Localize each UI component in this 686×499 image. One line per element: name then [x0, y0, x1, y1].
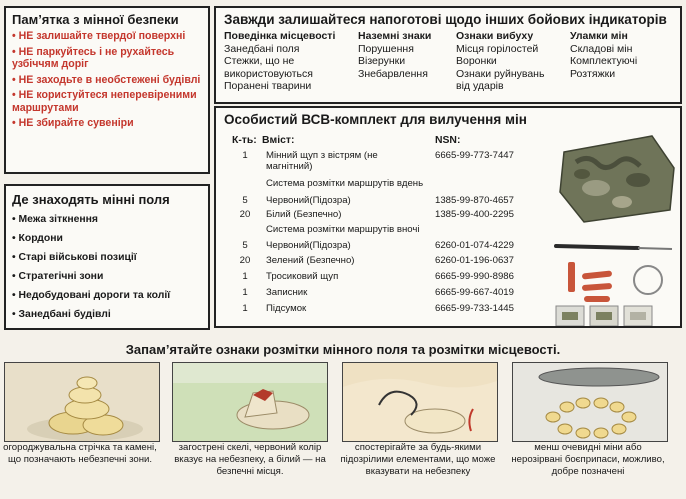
alert-title: Завжди залишайтеся напоготові щодо інших бойових індикаторів	[224, 12, 667, 27]
column-header: Ознаки вибуху	[456, 30, 534, 42]
kit-nsn: 6665-99-990-8986	[435, 271, 514, 282]
kit-qty: 20	[239, 209, 251, 220]
kit-desc: Червоний(Підозра)	[266, 240, 351, 251]
indicator-column	[570, 30, 662, 93]
kit-qty: 1	[242, 303, 248, 314]
column-line: Поранені тварини	[224, 80, 312, 92]
column-line: використовуються	[224, 67, 313, 80]
nsn-header: NSN:	[435, 135, 461, 146]
column-line: Занедбані поля	[224, 42, 300, 55]
kit-qty: 5	[242, 240, 248, 251]
column-line: Порушення	[358, 42, 414, 55]
caption-ordnance: менш очевидні міни або нерозірвані боєприпаси, можливо, добре позначені	[511, 442, 665, 477]
camo-pouch-image	[560, 136, 674, 222]
kit-nsn: 6665-99-733-1445	[435, 303, 514, 314]
indicator-column	[456, 30, 564, 93]
kit-qty: 20	[239, 255, 251, 266]
location-item: • Занедбані будівлі	[12, 308, 202, 321]
memo-item: • НЕ паркуйтесь і не рухайтесь узбіччям доріг	[12, 46, 202, 71]
kit-desc: Записник	[266, 287, 308, 298]
desc-header: Вміст:	[262, 135, 295, 146]
section-title: Запам’ятайте ознаки розмітки мінного поля та розмітки місцевості.	[125, 342, 561, 357]
column-line: Воронки	[456, 55, 497, 67]
column-line: Знебарвлення	[358, 67, 428, 80]
location-item: • Старі військові позиції	[12, 251, 202, 264]
minefield-locations-panel	[4, 184, 210, 330]
column-header: Уламки мін	[570, 30, 628, 42]
kit-nsn: 6260-01-074-4229	[435, 240, 514, 251]
column-line: Стежки, що не	[224, 55, 295, 67]
column-line: Складові мін	[570, 42, 633, 55]
combat-indicators-panel	[214, 6, 682, 104]
location-item: • Межа зіткнення	[12, 213, 202, 226]
demining-kit-panel	[214, 106, 682, 328]
memo-item: • НЕ користуйтеся неперевіреними маршрутами	[12, 89, 202, 114]
kit-desc: Система розмітки маршрутів вдень	[266, 178, 424, 189]
column-line: від ударів	[456, 80, 504, 92]
caption-stones: огороджувальна стрічка та камені, що позначають небезпечні зони.	[3, 442, 157, 465]
marking-image-stones	[4, 362, 160, 442]
kit-desc: Система розмітки маршрутів вночі	[266, 224, 420, 235]
column-line: Розтяжки	[570, 67, 616, 80]
kit-nsn: 6665-99-773-7447	[435, 150, 514, 161]
kit-qty: 5	[242, 195, 248, 206]
qty-header: К-ть:	[232, 135, 257, 146]
kit-nsn: 1385-99-400-2295	[435, 209, 514, 220]
memo-item: • НЕ збирайте сувеніри	[12, 117, 202, 130]
kit-illustration	[552, 122, 676, 326]
column-header: Поведінка місцевості	[224, 30, 336, 42]
marking-image-rocks	[172, 362, 328, 442]
column-header: Наземні знаки	[358, 30, 432, 42]
column-line: Візерунки	[358, 55, 406, 67]
kit-title: Особистий ВСВ-комплект для вилучення мін	[224, 112, 527, 127]
memo-title: Пам’ятка з мінної безпеки	[12, 12, 179, 27]
memo-item: • НЕ заходьте в необстежені будівлі	[12, 74, 202, 87]
safety-memo-panel	[4, 6, 210, 174]
kit-desc: Білий (Безпечно)	[266, 209, 342, 220]
kit-nsn: 6260-01-196-0637	[435, 255, 514, 266]
kit-qty: 1	[242, 150, 248, 161]
where-title: Де знаходять мінні поля	[12, 192, 170, 207]
kit-desc: Тросиковий щуп	[266, 271, 339, 282]
kit-desc: Червоний(Підозра)	[266, 195, 351, 206]
column-line: Місця горілостей	[456, 42, 539, 55]
caption-suspicious: спостерігайте за будь-якими підозрілими елементами, що може вказувати на небезпеку	[340, 442, 496, 477]
caption-rocks: загострені скелі, червоний колір вказує на небезпеку, а білий — на безпечні місця.	[174, 442, 326, 477]
marking-image-suspicious	[342, 362, 498, 442]
indicator-column	[358, 30, 450, 93]
column-line: Ознаки руйнувань	[456, 67, 545, 80]
mine-probe-image	[556, 246, 672, 249]
column-line: Комплектуючі	[570, 55, 638, 67]
kit-desc: Підсумок	[266, 303, 307, 314]
location-item: • Недобудовані дороги та колії	[12, 289, 202, 302]
kit-nsn: 1385-99-870-4657	[435, 195, 514, 206]
kit-qty: 1	[242, 287, 248, 298]
marking-image-ordnance	[512, 362, 668, 442]
indicator-column	[224, 30, 352, 93]
kit-desc: Мінний щуп з вістрям (не магнітний)	[266, 150, 378, 172]
location-item: • Кордони	[12, 232, 202, 245]
memo-item: • НЕ залишайте твердої поверхні	[12, 30, 202, 43]
location-item: • Стратегічні зони	[12, 270, 202, 283]
trip-wire-probe-image	[634, 266, 662, 294]
kit-desc: Зелений (Безпечно)	[266, 255, 355, 266]
kit-qty: 1	[242, 271, 248, 282]
kit-nsn: 6665-99-667-4019	[435, 287, 514, 298]
marker-pins-image	[568, 262, 612, 302]
light-sticks-image	[556, 306, 652, 326]
